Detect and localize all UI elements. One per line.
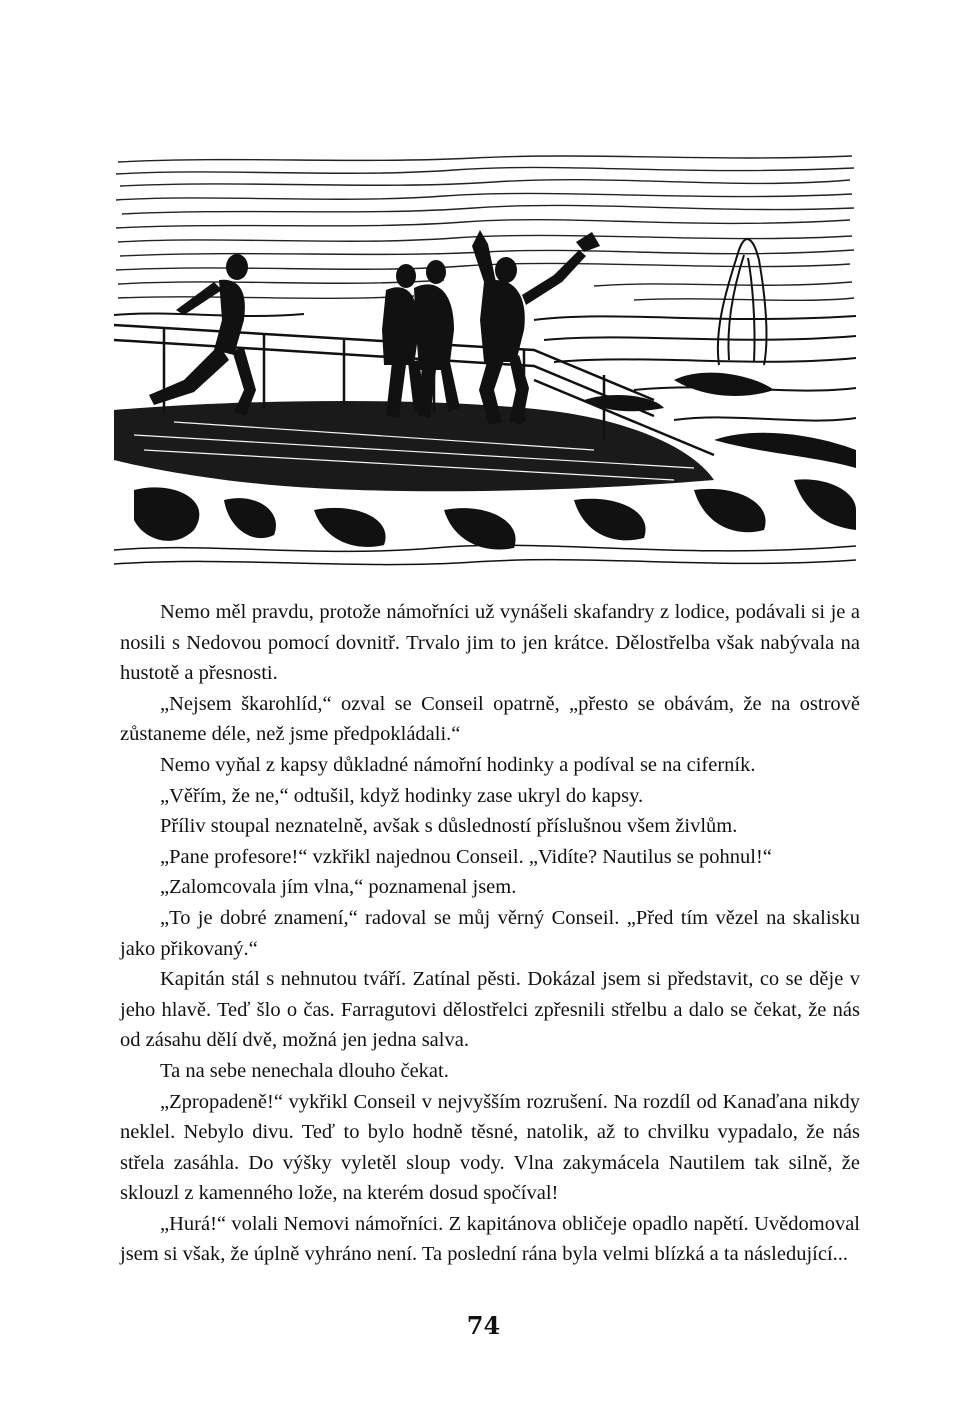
paragraph: Kapitán stál s nehnutou tváří. Zatínal pěsti. Dokázal jsem si představit, co se děje v jeho hlavě. Teď šlo o čas. Farragutovi dělostřelci zpřesnili střelbu a dalo se čekat, že nás od zásahu dělí dvě, možná jen jedna salva. [120,968,860,1052]
paragraph: „Věřím, že ne,“ odtušil, když hodinky zase ukryl do kapsy. [160,784,644,807]
illustration [114,150,856,575]
paragraph: „Nejsem škarohlíd,“ ozval se Conseil opatrně, „přesto se obávám, že na ostrově zůstaneme déle, než jsme předpokládali.“ [120,692,860,746]
paragraph: Příliv stoupal neznatelně, avšak s důsledností příslušnou všem živlům. [160,815,738,838]
body-text [120,597,860,1270]
paragraph: Nemo vyňal z kapsy důkladné námořní hodinky a podíval se na ciferník. [160,753,756,776]
paragraph: „Zpropadeně!“ vykřikl Conseil v nejvyšším rozrušení. Na rozdíl od Kanaďana nikdy neklel. Nebylo divu. Teď to bylo hodně těsné, natolik, až to chvilku vypadalo, že nás střela zasáhla. Do výšky vyletěl sloup vody. Vlna zakymácela Nautilem tak silně, že sklouzl z kamenného lože, na kterém dosud spočíval! [120,1090,860,1205]
paragraph: „Pane profesore!“ vzkřikl najednou Conseil. „Vidíte? Nautilus se pohnul!“ [160,845,772,868]
paragraph: „To je dobré znamení,“ radoval se můj věrný Conseil. „Před tím vězel na skalisku jako přikovaný.“ [120,906,860,960]
paragraph: Nemo měl pravdu, protože námořníci už vynášeli skafandry z lodice, podávali si je a nosili s Nedovou pomocí dovnitř. Trvalo jim to jen krátce. Dělostřelba však nabývala na hustotě a přesnosti. [120,601,860,685]
paragraph: „Zalomcovala jím vlna,“ poznamenal jsem. [160,876,517,899]
paragraph: „Hurá!“ volali Nemovi námořníci. Z kapitánova obličeje opadlo napětí. Uvědomoval jsem si však, že úplně vyhráno není. Ta poslední rána byla velmi blízká a ta následující... [120,1212,860,1266]
submarine-deck-illustration [114,150,856,575]
paragraph: Ta na sebe nenechala dlouho čekat. [160,1059,449,1082]
page-number: 74 [466,1311,501,1340]
